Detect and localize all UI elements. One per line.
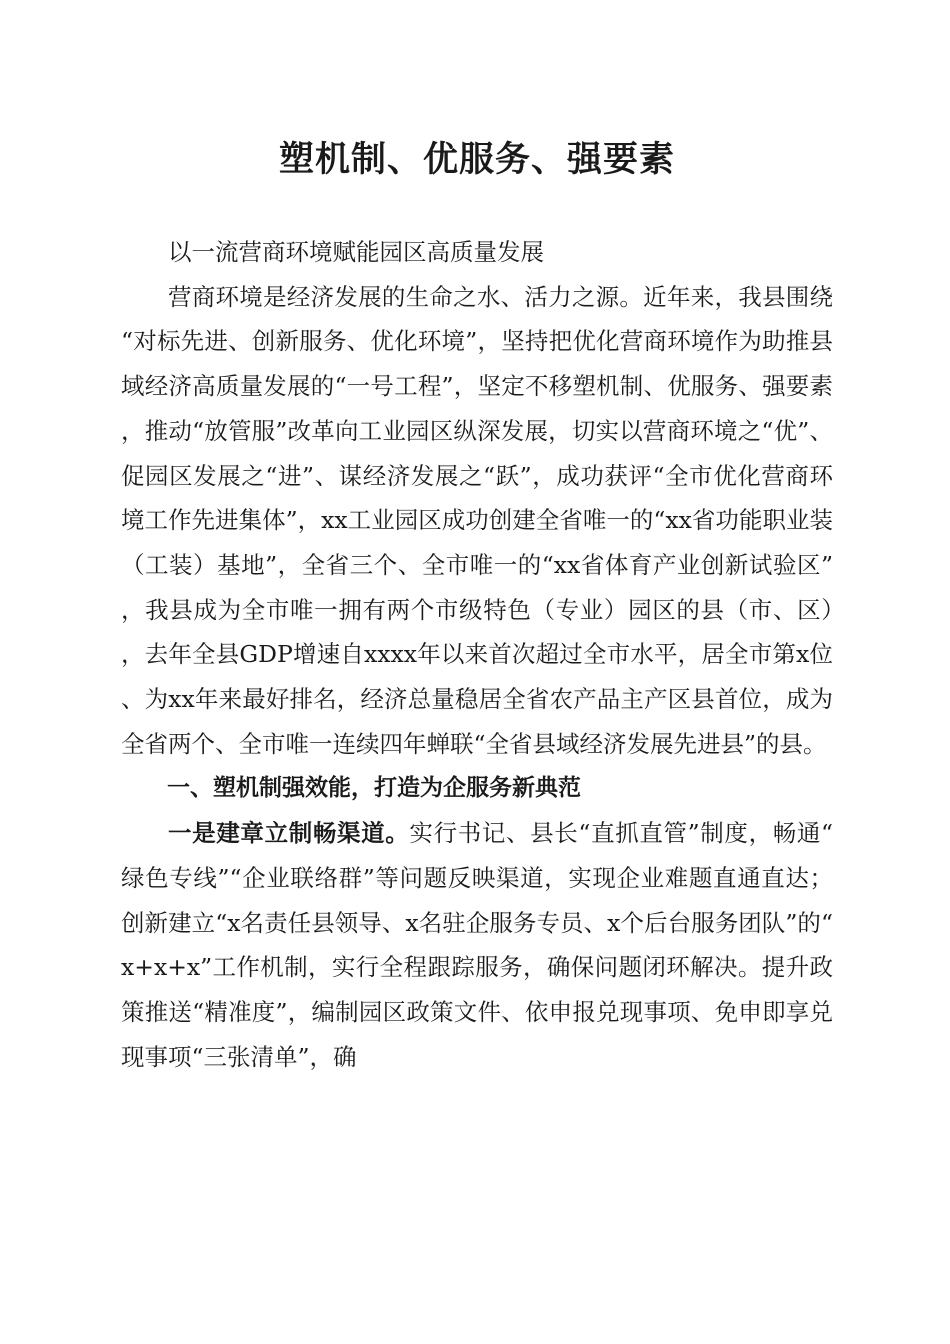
section-heading: 一、塑机制强效能，打造为企服务新典范: [167, 775, 581, 802]
intro-paragraph: 营商环境是经济发展的生命之水、活力之源。近年来，我县围绕“对标先进、创新服务、优化环境”，坚持把优化营商环境作为助推县域经济高质量发展的“一号工程”，坚定不移塑机制、优服务、强要素，推动“放管服”改革向工业园区纵深发展，切实以营商环境之“优”、促园区发展之“进”、谋经济发展之“跃”，成功获评“全市优化营商环境工作先进集体”，xx工业园区成功创建全省唯一的“xx省功能职业装（工装）基地”，全省三个、全市唯一的“xx省体育产业创新试验区”，我县成为全市唯一拥有两个市级特色（专业）园区的县（市、区），去年全县GDP增速自xxxx年以来首次超过全市水平，居全市第x位、为xx年来最好排名，经济总量稳居全省农产品主产区县首位，成为全省两个、全市唯一连续四年蝉联“全省县域经济发展先进县”的县。: [121, 282, 833, 758]
document-title: 塑机制、优服务、强要素: [278, 139, 675, 180]
document-body: [121, 230, 833, 1079]
subtitle-paragraph: 以一流营商环境赋能园区高质量发展: [168, 238, 544, 266]
paragraph-text: 实行书记、县长“直抓直管”制度，畅通“绿色专线”“企业联络群”等问题反映渠道，实现企业难题直通直达；创新建立“x名责任县领导、x名驻企服务专员、x个后台服务团队”的“x+x+x”工作机制，实行全程跟踪服务，确保问题闭环解决。提升政策推送“精准度”，编制园区政策文件、依申报兑现事项、免申即享兑现事项“三张清单”，确: [121, 819, 834, 1071]
paragraph-lead: 一是建章立制畅渠道。: [168, 819, 410, 848]
section-paragraph: [121, 811, 833, 1079]
